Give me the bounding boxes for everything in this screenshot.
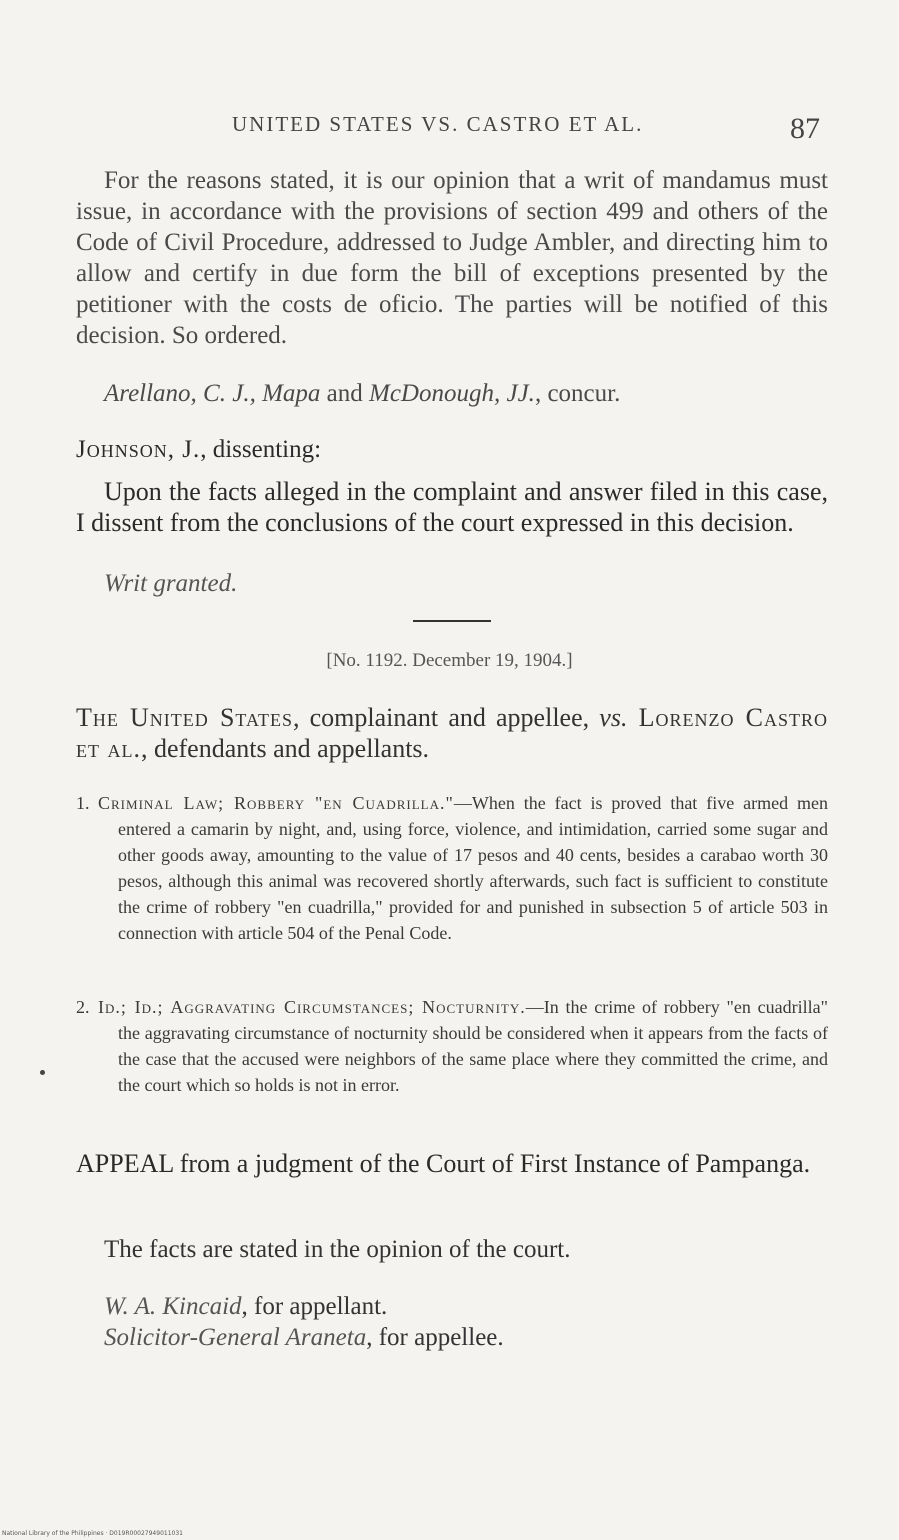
counsel-appellant: [104, 1293, 387, 1321]
syllabus-text: —In the crime of robbery "en cuadrilla" the aggravating circumstance of nocturnity should be considered when it appears from the facts of the case that the accused were neighbors of the same place where they committed the crime, and the court which so holds is not in error.: [118, 997, 828, 1095]
section-divider: [413, 620, 491, 622]
dissent-justice: Johnson, J.: [76, 436, 201, 463]
syllabus-number: 1.: [76, 793, 90, 813]
counsel-appellee: [104, 1324, 504, 1352]
running-head: UNITED STATES VS. CASTRO ET AL.: [232, 112, 644, 136]
versus: vs.: [599, 703, 628, 732]
plaintiff-role: , complainant and appellee,: [292, 703, 600, 732]
scan-speck: [40, 1070, 45, 1075]
concur-and: and: [320, 380, 370, 407]
disposition: Writ granted.: [104, 570, 238, 597]
counsel-role: , for appellee.: [366, 1324, 504, 1351]
case-title: [76, 702, 828, 764]
concur-tail: , concur.: [534, 380, 621, 407]
dissent-paragraph: Upon the facts alleged in the complaint and answer filed in this case, I dissent from the conclusions of the court expressed in this decision.: [76, 477, 828, 537]
concurring-justices-2: McDonough, JJ.: [369, 380, 535, 407]
counsel-role: , for appellant.: [241, 1293, 388, 1320]
plaintiff-name: The United States: [76, 703, 293, 732]
appeal-statement: APPEAL from a judgment of the Court of First Instance of Pampanga.: [76, 1149, 811, 1178]
syllabus-item: [76, 790, 828, 946]
concurrence-line: [104, 380, 620, 408]
dissent-tail: , dissenting:: [200, 436, 322, 463]
counsel-name: W. A. Kincaid: [104, 1293, 242, 1320]
defendant-role: , defendants and appellants.: [140, 734, 430, 763]
case-number: [No. 1192. December 19, 1904.]: [326, 650, 573, 671]
facts-statement: The facts are stated in the opinion of the court.: [104, 1236, 571, 1263]
syllabus-heading: Criminal Law; Robbery "en Cuadrilla.": [98, 793, 454, 813]
scan-footer: National Library of the Philippines · D019R00027949011031: [2, 1530, 183, 1537]
defendant-name: Lorenzo Castro et al.: [76, 703, 828, 763]
opinion-paragraph: For the reasons stated, it is our opinion that a writ of mandamus must issue, in accordance with the provisions of section 499 and others of the Code of Civil Procedure, addressed to Judge Ambler, and directing him to allow and certify in due form the bill of exceptions presented by the petitioner with the costs de oficio. The parties will be notified of this decision. So ordered.: [76, 167, 828, 349]
syllabus-item: [76, 994, 828, 1098]
syllabus-number: 2.: [76, 997, 90, 1017]
syllabus-text: —When the fact is proved that five armed men entered a camarin by night, and, using force, violence, and intimidation, carried some sugar and other goods away, amounting to the value of 17 pesos and 40 cents, besides a carabao worth 30 pesos, although this animal was recovered shortly afterwards, such fact is sufficient to constitute the crime of robbery "en cuadrilla," provided for and punished in subsection 5 of article 503 in connection with article 504 of the Penal Code.: [118, 793, 828, 943]
dissent-heading: [76, 436, 321, 464]
syllabus-heading: Id.; Id.; Aggravating Circumstances; Nocturnity.: [98, 997, 526, 1017]
page-number: 87: [790, 112, 820, 145]
counsel-name: Solicitor-General Araneta: [104, 1324, 367, 1351]
concurring-justices: Arellano, C. J., Mapa: [104, 380, 321, 407]
